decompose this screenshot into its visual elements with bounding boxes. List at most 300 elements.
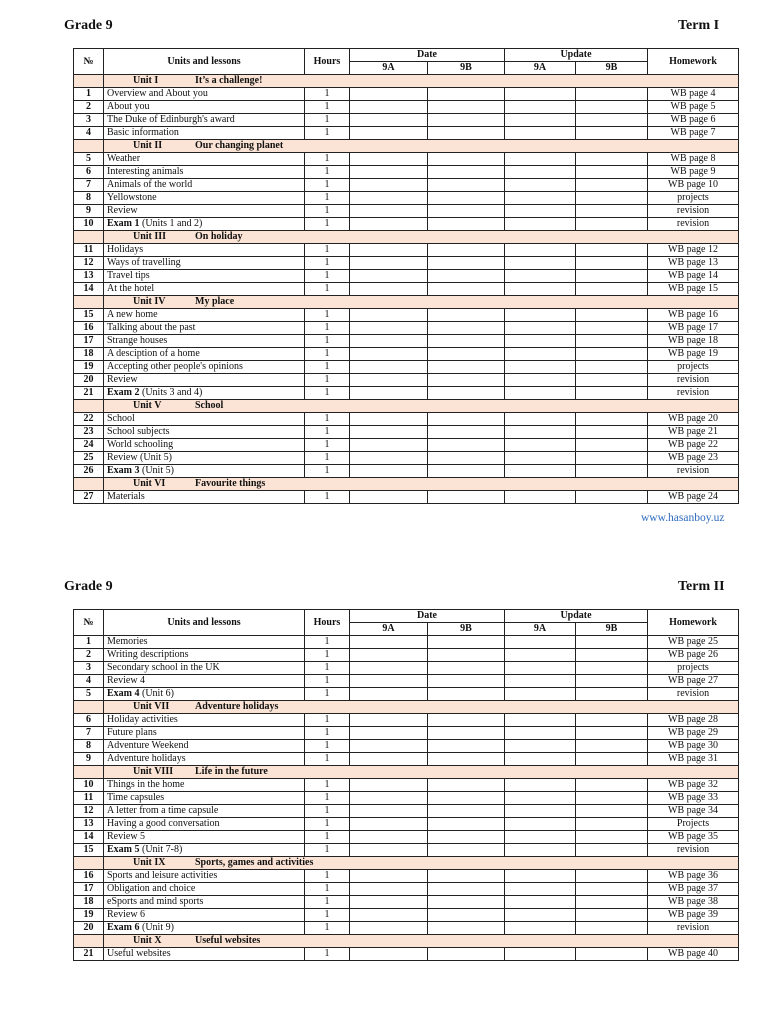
date-9a-cell[interactable] xyxy=(350,244,428,257)
date-9a-cell[interactable] xyxy=(350,257,428,270)
update-9a-cell[interactable] xyxy=(505,805,576,818)
date-9b-cell[interactable] xyxy=(428,205,505,218)
lesson-hours: 1 xyxy=(305,387,350,400)
unit-name: Unit VI xyxy=(133,478,166,489)
date-9a-cell[interactable] xyxy=(350,909,428,922)
update-9b-cell[interactable] xyxy=(576,948,648,961)
lesson-hours: 1 xyxy=(305,322,350,335)
update-9a-cell[interactable] xyxy=(505,714,576,727)
update-9b-cell[interactable] xyxy=(576,883,648,896)
update-9b-cell[interactable] xyxy=(576,662,648,675)
update-9b-cell[interactable] xyxy=(576,636,648,649)
date-9b-cell[interactable] xyxy=(428,413,505,426)
homework-cell: WB page 20 xyxy=(648,413,739,426)
date-9b-cell[interactable] xyxy=(428,727,505,740)
update-9a-cell[interactable] xyxy=(505,114,576,127)
lesson-hours: 1 xyxy=(305,649,350,662)
update-9a-cell[interactable] xyxy=(505,818,576,831)
date-9b-cell[interactable] xyxy=(428,101,505,114)
lesson-row xyxy=(74,922,739,935)
lesson-title: Ways of travelling xyxy=(104,257,305,270)
date-9b-cell[interactable] xyxy=(428,283,505,296)
update-9a-cell[interactable] xyxy=(505,909,576,922)
lesson-title: At the hotel xyxy=(104,283,305,296)
lesson-row xyxy=(74,688,739,701)
update-9a-cell[interactable] xyxy=(505,153,576,166)
update-9a-cell[interactable] xyxy=(505,883,576,896)
date-9b-cell[interactable] xyxy=(428,426,505,439)
exam-units: (Unit 9) xyxy=(139,922,174,933)
date-9a-cell[interactable] xyxy=(350,335,428,348)
date-9a-cell[interactable] xyxy=(350,452,428,465)
homework-cell: revision xyxy=(648,218,739,231)
date-9b-cell[interactable] xyxy=(428,88,505,101)
lesson-number: 13 xyxy=(74,818,104,831)
update-9a-cell[interactable] xyxy=(505,831,576,844)
homework-cell: WB page 26 xyxy=(648,649,739,662)
unit-number-cell xyxy=(74,140,104,153)
update-9b-cell[interactable] xyxy=(576,257,648,270)
unit-name: Unit VIII xyxy=(133,766,174,777)
date-9a-cell[interactable] xyxy=(350,205,428,218)
header-units-and-lessons: Units and lessons xyxy=(104,49,305,75)
update-9b-cell[interactable] xyxy=(576,374,648,387)
update-9a-cell[interactable] xyxy=(505,753,576,766)
date-9a-cell[interactable] xyxy=(350,896,428,909)
lesson-number: 16 xyxy=(74,870,104,883)
lesson-title xyxy=(104,922,305,935)
lesson-hours: 1 xyxy=(305,166,350,179)
date-9a-cell[interactable] xyxy=(350,779,428,792)
update-9b-cell[interactable] xyxy=(576,205,648,218)
update-9a-cell[interactable] xyxy=(505,465,576,478)
lesson-number: 6 xyxy=(74,166,104,179)
date-9a-cell[interactable] xyxy=(350,101,428,114)
unit-number-cell xyxy=(74,75,104,88)
term1-table-body xyxy=(74,75,739,504)
date-9b-cell[interactable] xyxy=(428,818,505,831)
update-9b-cell[interactable] xyxy=(576,909,648,922)
update-9b-cell[interactable] xyxy=(576,322,648,335)
date-9a-cell[interactable] xyxy=(350,374,428,387)
date-9b-cell[interactable] xyxy=(428,831,505,844)
update-9a-cell[interactable] xyxy=(505,844,576,857)
date-9a-cell[interactable] xyxy=(350,818,428,831)
date-9a-cell[interactable] xyxy=(350,361,428,374)
update-9b-cell[interactable] xyxy=(576,426,648,439)
date-9a-cell[interactable] xyxy=(350,218,428,231)
date-9b-cell[interactable] xyxy=(428,166,505,179)
update-9a-cell[interactable] xyxy=(505,335,576,348)
lesson-hours: 1 xyxy=(305,818,350,831)
lesson-title: Obligation and choice xyxy=(104,883,305,896)
date-9b-cell[interactable] xyxy=(428,348,505,361)
update-9a-cell[interactable] xyxy=(505,688,576,701)
update-9a-cell[interactable] xyxy=(505,649,576,662)
date-9b-cell[interactable] xyxy=(428,374,505,387)
update-9b-cell[interactable] xyxy=(576,218,648,231)
update-9b-cell[interactable] xyxy=(576,714,648,727)
date-9a-cell[interactable] xyxy=(350,348,428,361)
date-9a-cell[interactable] xyxy=(350,662,428,675)
update-9b-cell[interactable] xyxy=(576,361,648,374)
homework-cell: WB page 37 xyxy=(648,883,739,896)
exam-label: Exam 4 xyxy=(107,688,140,699)
date-9a-cell[interactable] xyxy=(350,753,428,766)
homework-cell: WB page 28 xyxy=(648,714,739,727)
date-9a-cell[interactable] xyxy=(350,883,428,896)
date-9a-cell[interactable] xyxy=(350,270,428,283)
update-9b-cell[interactable] xyxy=(576,870,648,883)
update-9b-cell[interactable] xyxy=(576,675,648,688)
date-9a-cell[interactable] xyxy=(350,283,428,296)
update-9b-cell[interactable] xyxy=(576,727,648,740)
unit-title: Favourite things xyxy=(195,478,266,489)
date-9b-cell[interactable] xyxy=(428,387,505,400)
update-9b-cell[interactable] xyxy=(576,387,648,400)
update-9b-cell[interactable] xyxy=(576,805,648,818)
unit-title: Useful websites xyxy=(195,935,261,946)
update-9b-cell[interactable] xyxy=(576,127,648,140)
update-9a-cell[interactable] xyxy=(505,309,576,322)
update-9a-cell[interactable] xyxy=(505,88,576,101)
update-9b-cell[interactable] xyxy=(576,831,648,844)
update-9b-cell[interactable] xyxy=(576,740,648,753)
date-9a-cell[interactable] xyxy=(350,792,428,805)
date-9b-cell[interactable] xyxy=(428,179,505,192)
date-9a-cell[interactable] xyxy=(350,922,428,935)
update-9b-cell[interactable] xyxy=(576,179,648,192)
lesson-hours: 1 xyxy=(305,452,350,465)
lesson-hours: 1 xyxy=(305,727,350,740)
update-9a-cell[interactable] xyxy=(505,270,576,283)
update-9b-cell[interactable] xyxy=(576,465,648,478)
update-9a-cell[interactable] xyxy=(505,727,576,740)
date-9b-cell[interactable] xyxy=(428,270,505,283)
lesson-row xyxy=(74,792,739,805)
lesson-hours: 1 xyxy=(305,909,350,922)
unit-name: Unit VII xyxy=(133,701,170,712)
lesson-number: 17 xyxy=(74,883,104,896)
lesson-row xyxy=(74,309,739,322)
lesson-hours: 1 xyxy=(305,348,350,361)
homework-cell: WB page 29 xyxy=(648,727,739,740)
date-9b-cell[interactable] xyxy=(428,883,505,896)
unit-header-row xyxy=(74,231,739,244)
lesson-row xyxy=(74,439,739,452)
update-9a-cell[interactable] xyxy=(505,205,576,218)
lesson-row xyxy=(74,205,739,218)
date-9a-cell[interactable] xyxy=(350,166,428,179)
unit-name: Unit X xyxy=(133,935,162,946)
update-9a-cell[interactable] xyxy=(505,426,576,439)
update-9a-cell[interactable] xyxy=(505,779,576,792)
date-9b-cell[interactable] xyxy=(428,114,505,127)
date-9b-cell[interactable] xyxy=(428,870,505,883)
homework-cell: WB page 21 xyxy=(648,426,739,439)
date-9b-cell[interactable] xyxy=(428,153,505,166)
date-9a-cell[interactable] xyxy=(350,870,428,883)
lesson-title: World schooling xyxy=(104,439,305,452)
update-9b-cell[interactable] xyxy=(576,792,648,805)
update-9a-cell[interactable] xyxy=(505,452,576,465)
unit-title-cell xyxy=(104,75,739,88)
unit-header-row xyxy=(74,935,739,948)
date-9b-cell[interactable] xyxy=(428,361,505,374)
update-9a-cell[interactable] xyxy=(505,675,576,688)
lesson-hours: 1 xyxy=(305,714,350,727)
unit-heading xyxy=(133,400,223,412)
date-9b-cell[interactable] xyxy=(428,636,505,649)
update-9a-cell[interactable] xyxy=(505,792,576,805)
homework-cell: projects xyxy=(648,361,739,374)
lesson-row xyxy=(74,179,739,192)
date-9a-cell[interactable] xyxy=(350,465,428,478)
date-9a-cell[interactable] xyxy=(350,688,428,701)
update-9b-cell[interactable] xyxy=(576,688,648,701)
unit-heading xyxy=(133,701,278,713)
lesson-number: 26 xyxy=(74,465,104,478)
update-9b-cell[interactable] xyxy=(576,101,648,114)
date-9b-cell[interactable] xyxy=(428,753,505,766)
update-9a-cell[interactable] xyxy=(505,101,576,114)
update-9a-cell[interactable] xyxy=(505,179,576,192)
update-9b-cell[interactable] xyxy=(576,153,648,166)
date-9b-cell[interactable] xyxy=(428,948,505,961)
update-9b-cell[interactable] xyxy=(576,283,648,296)
update-9a-cell[interactable] xyxy=(505,283,576,296)
lesson-number: 15 xyxy=(74,309,104,322)
date-9b-cell[interactable] xyxy=(428,792,505,805)
update-9b-cell[interactable] xyxy=(576,244,648,257)
lesson-row xyxy=(74,270,739,283)
lesson-row xyxy=(74,714,739,727)
date-9a-cell[interactable] xyxy=(350,127,428,140)
lesson-number: 16 xyxy=(74,322,104,335)
lesson-number: 10 xyxy=(74,779,104,792)
date-9b-cell[interactable] xyxy=(428,439,505,452)
date-9b-cell[interactable] xyxy=(428,192,505,205)
date-9b-cell[interactable] xyxy=(428,675,505,688)
lesson-number: 17 xyxy=(74,335,104,348)
update-9a-cell[interactable] xyxy=(505,361,576,374)
update-9b-cell[interactable] xyxy=(576,491,648,504)
date-9b-cell[interactable] xyxy=(428,322,505,335)
homework-cell: WB page 30 xyxy=(648,740,739,753)
date-9b-cell[interactable] xyxy=(428,244,505,257)
lesson-number: 1 xyxy=(74,636,104,649)
date-9b-cell[interactable] xyxy=(428,649,505,662)
lesson-number: 12 xyxy=(74,805,104,818)
update-9b-cell[interactable] xyxy=(576,452,648,465)
update-9a-cell[interactable] xyxy=(505,636,576,649)
lesson-hours: 1 xyxy=(305,88,350,101)
lesson-hours: 1 xyxy=(305,283,350,296)
header-hours: Hours xyxy=(305,610,350,636)
homework-cell: WB page 8 xyxy=(648,153,739,166)
lesson-number: 21 xyxy=(74,948,104,961)
unit-heading xyxy=(133,296,234,308)
date-9a-cell[interactable] xyxy=(350,322,428,335)
date-9a-cell[interactable] xyxy=(350,675,428,688)
update-9b-cell[interactable] xyxy=(576,413,648,426)
date-9b-cell[interactable] xyxy=(428,127,505,140)
lesson-number: 20 xyxy=(74,374,104,387)
update-9a-cell[interactable] xyxy=(505,870,576,883)
lesson-title: Materials xyxy=(104,491,305,504)
date-9a-cell[interactable] xyxy=(350,426,428,439)
lesson-number: 15 xyxy=(74,844,104,857)
date-9a-cell[interactable] xyxy=(350,309,428,322)
unit-title-cell xyxy=(104,766,739,779)
date-9a-cell[interactable] xyxy=(350,844,428,857)
lesson-number: 19 xyxy=(74,361,104,374)
lesson-hours: 1 xyxy=(305,805,350,818)
date-9b-cell[interactable] xyxy=(428,805,505,818)
date-9b-cell[interactable] xyxy=(428,844,505,857)
date-9b-cell[interactable] xyxy=(428,662,505,675)
update-9a-cell[interactable] xyxy=(505,948,576,961)
lesson-number: 20 xyxy=(74,922,104,935)
website-link[interactable]: www.hasanboy.uz xyxy=(641,512,725,524)
unit-name: Unit V xyxy=(133,400,162,411)
date-9b-cell[interactable] xyxy=(428,218,505,231)
date-9a-cell[interactable] xyxy=(350,491,428,504)
unit-number-cell xyxy=(74,935,104,948)
date-9b-cell[interactable] xyxy=(428,309,505,322)
date-9a-cell[interactable] xyxy=(350,727,428,740)
date-9a-cell[interactable] xyxy=(350,831,428,844)
date-9a-cell[interactable] xyxy=(350,714,428,727)
update-9b-cell[interactable] xyxy=(576,114,648,127)
date-9a-cell[interactable] xyxy=(350,153,428,166)
update-9a-cell[interactable] xyxy=(505,374,576,387)
homework-cell: WB page 10 xyxy=(648,179,739,192)
date-9a-cell[interactable] xyxy=(350,88,428,101)
unit-title-cell xyxy=(104,478,739,491)
header-units-and-lessons: Units and lessons xyxy=(104,610,305,636)
header-update-9a: 9A xyxy=(505,62,576,75)
update-9a-cell[interactable] xyxy=(505,257,576,270)
unit-name: Unit IX xyxy=(133,857,166,868)
update-9a-cell[interactable] xyxy=(505,348,576,361)
update-9b-cell[interactable] xyxy=(576,192,648,205)
update-9b-cell[interactable] xyxy=(576,166,648,179)
date-9a-cell[interactable] xyxy=(350,948,428,961)
date-9a-cell[interactable] xyxy=(350,179,428,192)
update-9b-cell[interactable] xyxy=(576,88,648,101)
date-9a-cell[interactable] xyxy=(350,192,428,205)
update-9b-cell[interactable] xyxy=(576,922,648,935)
lesson-row xyxy=(74,153,739,166)
lesson-number: 25 xyxy=(74,452,104,465)
update-9a-cell[interactable] xyxy=(505,491,576,504)
update-9a-cell[interactable] xyxy=(505,244,576,257)
unit-header-row xyxy=(74,701,739,714)
lesson-row xyxy=(74,844,739,857)
lesson-hours: 1 xyxy=(305,374,350,387)
lesson-hours: 1 xyxy=(305,844,350,857)
date-9b-cell[interactable] xyxy=(428,909,505,922)
update-9a-cell[interactable] xyxy=(505,413,576,426)
date-9a-cell[interactable] xyxy=(350,636,428,649)
update-9b-cell[interactable] xyxy=(576,753,648,766)
update-9b-cell[interactable] xyxy=(576,439,648,452)
update-9a-cell[interactable] xyxy=(505,387,576,400)
unit-title: Sports, games and activities xyxy=(195,857,314,868)
date-9a-cell[interactable] xyxy=(350,740,428,753)
lesson-title: A desciption of a home xyxy=(104,348,305,361)
update-9b-cell[interactable] xyxy=(576,270,648,283)
date-9b-cell[interactable] xyxy=(428,335,505,348)
update-9a-cell[interactable] xyxy=(505,322,576,335)
homework-cell: projects xyxy=(648,192,739,205)
date-9b-cell[interactable] xyxy=(428,740,505,753)
lesson-row xyxy=(74,114,739,127)
update-9a-cell[interactable] xyxy=(505,439,576,452)
date-9b-cell[interactable] xyxy=(428,491,505,504)
date-9b-cell[interactable] xyxy=(428,465,505,478)
homework-cell: WB page 25 xyxy=(648,636,739,649)
lesson-title: Future plans xyxy=(104,727,305,740)
date-9b-cell[interactable] xyxy=(428,896,505,909)
date-9b-cell[interactable] xyxy=(428,257,505,270)
update-9b-cell[interactable] xyxy=(576,649,648,662)
header-homework: Homework xyxy=(648,610,739,636)
date-9a-cell[interactable] xyxy=(350,649,428,662)
update-9b-cell[interactable] xyxy=(576,844,648,857)
lesson-title: Travel tips xyxy=(104,270,305,283)
lesson-row xyxy=(74,244,739,257)
unit-header-row xyxy=(74,296,739,309)
update-9a-cell[interactable] xyxy=(505,922,576,935)
update-9b-cell[interactable] xyxy=(576,309,648,322)
update-9a-cell[interactable] xyxy=(505,740,576,753)
unit-heading xyxy=(133,766,268,778)
update-9b-cell[interactable] xyxy=(576,348,648,361)
update-9b-cell[interactable] xyxy=(576,779,648,792)
date-9b-cell[interactable] xyxy=(428,714,505,727)
date-9b-cell[interactable] xyxy=(428,688,505,701)
date-9a-cell[interactable] xyxy=(350,387,428,400)
date-9b-cell[interactable] xyxy=(428,452,505,465)
unit-name: Unit II xyxy=(133,140,163,151)
update-9a-cell[interactable] xyxy=(505,192,576,205)
date-9a-cell[interactable] xyxy=(350,439,428,452)
lesson-row xyxy=(74,870,739,883)
update-9a-cell[interactable] xyxy=(505,166,576,179)
update-9b-cell[interactable] xyxy=(576,896,648,909)
update-9b-cell[interactable] xyxy=(576,818,648,831)
homework-cell: revision xyxy=(648,465,739,478)
lesson-row xyxy=(74,883,739,896)
update-9a-cell[interactable] xyxy=(505,127,576,140)
date-9b-cell[interactable] xyxy=(428,779,505,792)
homework-cell: WB page 5 xyxy=(648,101,739,114)
update-9a-cell[interactable] xyxy=(505,218,576,231)
update-9a-cell[interactable] xyxy=(505,896,576,909)
lesson-row xyxy=(74,805,739,818)
homework-cell: WB page 40 xyxy=(648,948,739,961)
lesson-number: 10 xyxy=(74,218,104,231)
date-9a-cell[interactable] xyxy=(350,805,428,818)
date-9a-cell[interactable] xyxy=(350,114,428,127)
update-9b-cell[interactable] xyxy=(576,335,648,348)
date-9b-cell[interactable] xyxy=(428,922,505,935)
lesson-hours: 1 xyxy=(305,218,350,231)
update-9a-cell[interactable] xyxy=(505,662,576,675)
date-9a-cell[interactable] xyxy=(350,413,428,426)
